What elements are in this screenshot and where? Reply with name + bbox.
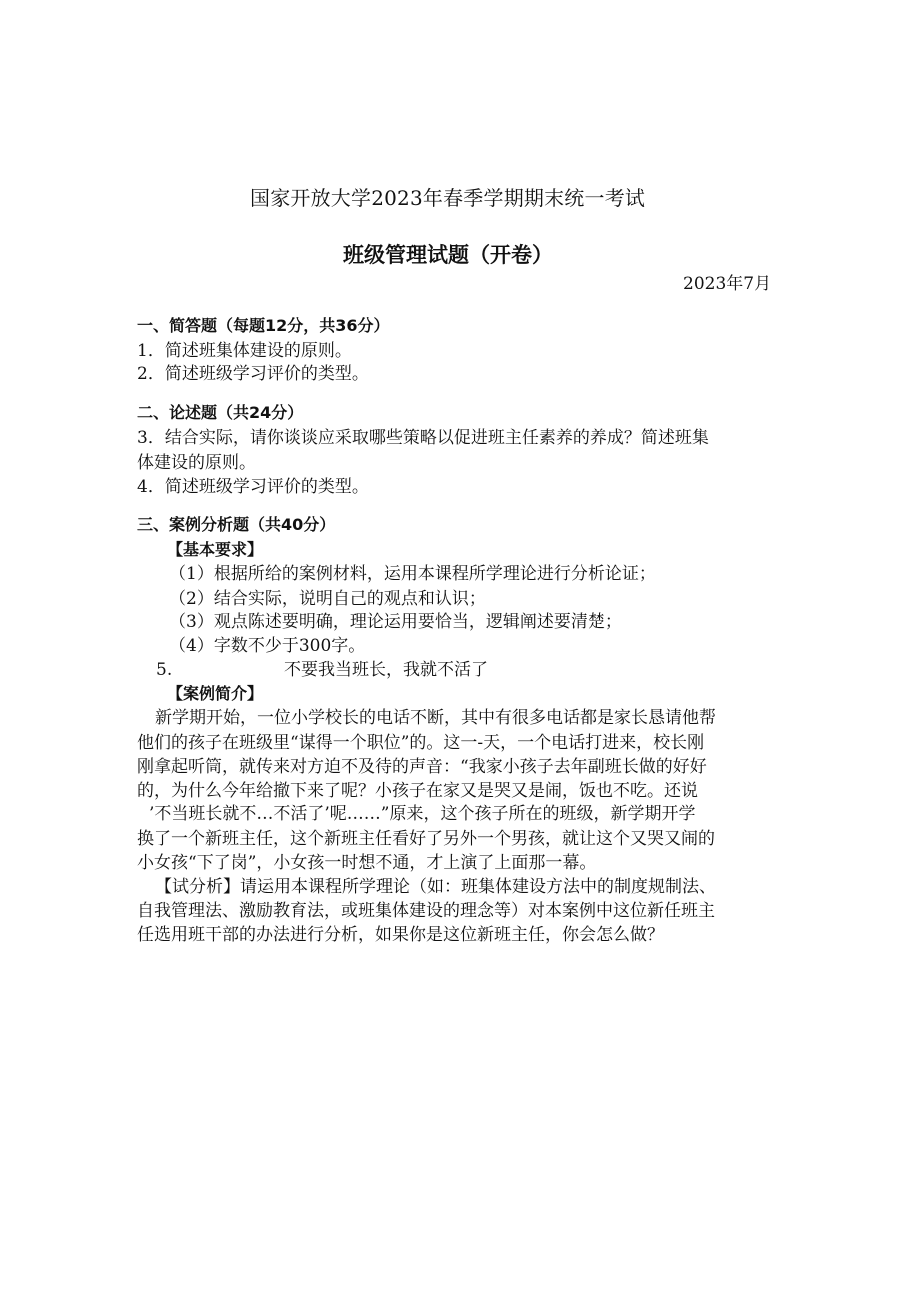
section-2-heading: 二、论述题（共24分） [137, 403, 304, 422]
question-3-line-2: 体建设的原则。 [137, 453, 256, 473]
case-text-line-7: 小女孩“下了岗”，小女孩一时想不通，才上演了上面那一幕。 [137, 853, 597, 873]
question-3-line-1: 3．结合实际，请你谈谈应采取哪些策略以促进班主任素养的养成？简述班集 [137, 428, 709, 448]
question-5-title: 不要我当班长，我就不活了 [284, 660, 488, 680]
question-2: 2．简述班级学习评价的类型。 [137, 364, 369, 384]
question-1: 1．简述班集体建设的原则。 [137, 341, 352, 361]
case-text-line-2: 他们的孩子在班级里“谋得一个职位”的。这一-天，一个电话打进来，校长刚 [137, 733, 705, 753]
requirements-heading: 【基本要求】 [167, 540, 264, 559]
requirement-2: （2）结合实际，说明自己的观点和认识； [169, 589, 486, 609]
question-5-number: 5. [156, 660, 173, 680]
section-3-heading: 三、案例分析题（共40分） [137, 515, 336, 534]
case-text-line-4: 的，为什么今年给撤下来了呢？小孩子在家又是哭又是闹，饭也不吃。还说 [137, 781, 698, 801]
section-1-heading: 一、简答题（每题12分，共36分） [137, 316, 390, 335]
case-intro-heading: 【案例简介】 [167, 684, 264, 703]
analysis-line-2: 自我管理法、激励教育法，或班集体建设的理念等）对本案例中这位新任班主 [137, 901, 715, 921]
requirement-4: （4）字数不少于300字。 [169, 636, 366, 656]
case-text-line-3: 刚拿起听筒，就传来对方迫不及待的声音：“我家小孩子去年副班长做的好好 [137, 757, 707, 777]
exam-date: 2023年7月 [683, 274, 772, 294]
requirement-1: （1）根据所给的案例材料，运用本课程所学理论进行分析论证； [169, 564, 656, 584]
exam-title: 国家开放大学2023年春季学期期末统一考试 [250, 186, 646, 210]
analysis-line-3: 任选用班干部的办法进行分析，如果你是这位新班主任，你会怎么做？ [137, 925, 664, 945]
question-4: 4．简述班级学习评价的类型。 [137, 477, 369, 497]
case-text-line-6: 换了一个新班主任，这个新班主任看好了另外一个男孩，就让这个又哭又闹的 [137, 829, 715, 849]
case-text-line-1: 新学期开始，一位小学校长的电话不断，其中有很多电话都是家长恳请他帮 [155, 708, 716, 728]
case-text-line-5: ’不当班长就不…不活了’呢……”原来，这个孩子所在的班级，新学期开学 [149, 804, 696, 824]
analysis-line-1: 【试分析】请运用本课程所学理论（如：班集体建设方法中的制度规制法、 [155, 877, 716, 897]
requirement-3: （3）观点陈述要明确，理论运用要恰当，逻辑阐述要清楚； [169, 612, 622, 632]
paper-title: 班级管理试题（开卷） [343, 243, 553, 267]
